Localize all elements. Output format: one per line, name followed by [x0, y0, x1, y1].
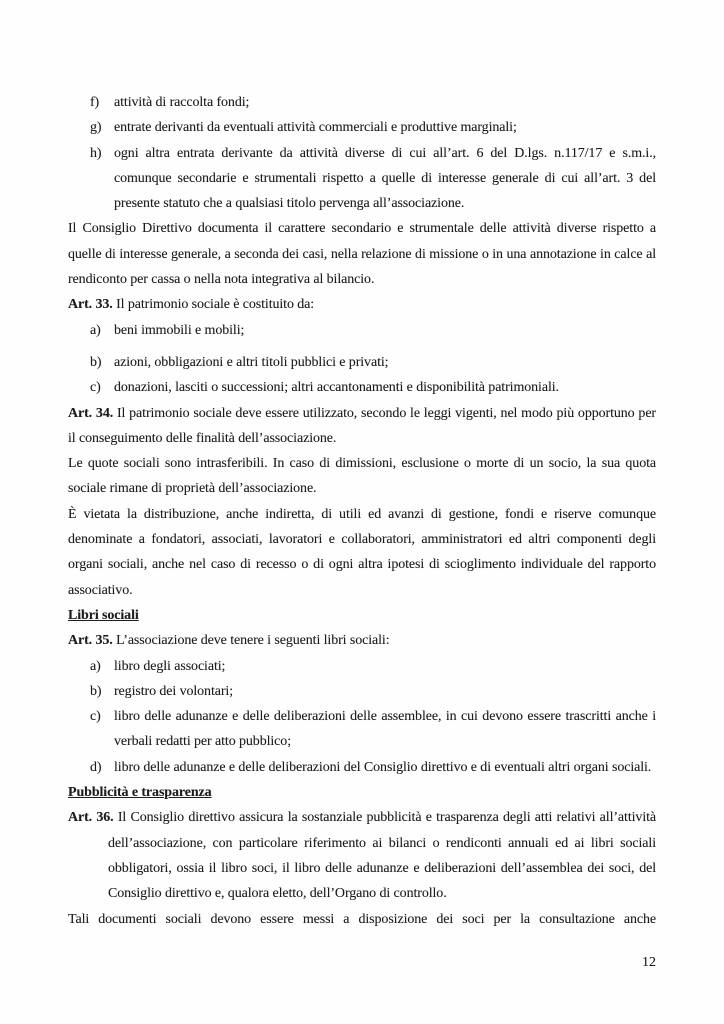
list-item-text: libro delle adunanze e delle deliberazioni del Consiglio direttivo e di eventuali altri organi sociali.: [114, 759, 652, 775]
list-marker: c): [90, 380, 101, 396]
paragraph-text: Il Consiglio direttivo assicura la sostanziale pubblicità e trasparenza degli atti relativi all’attività dell’associazione, con particolare riferimento ai bilanci o rendiconti annuali ed ai libri sociali obbligatori, ossia il libro soci, il libro delle adunanze e deliberazioni dell’assemblea dei soci, del Consiglio direttivo e, qualora eletto, dell’Organo di controllo.: [108, 810, 657, 902]
paragraph: È vietata la distribuzione, anche indiretta, di utili ed avanzi di gestione, fondi e riserve comunque denominate a fondatori, associati, lavoratori e collaboratori, amministratori ed altri componenti degli organi sociali, anche nel caso di recesso o di ogni altra ipotesi di scioglimento individuale del rapporto associativo.: [68, 506, 656, 598]
list-marker: a): [90, 658, 101, 674]
list-item-text: donazioni, lasciti o successioni; altri accantonamenti e disponibilità patrimoniali.: [114, 380, 559, 396]
list-item: [90, 654, 656, 679]
list-item: [90, 375, 656, 400]
list-item: [90, 90, 656, 115]
list-item-text: registro dei volontari;: [114, 683, 234, 699]
section-heading-text: Libri sociali: [68, 607, 139, 623]
list-item-text: azioni, obbligazioni e altri titoli pubblici e privati;: [114, 354, 389, 370]
list-item-text: libro degli associati;: [114, 658, 226, 674]
list-item-text: ogni altra entrata derivante da attività diverse di cui all’art. 6 del D.lgs. n.117/17 e s.m.i., comunque secondarie e strumentali rispetto a quelle di interesse generale di cui all’art. 3 del presente statuto che a qualsiasi titolo pervenga all’associazione.: [114, 145, 656, 212]
list-marker: f): [90, 95, 100, 110]
paragraph: Il Consiglio Direttivo documenta il carattere secondario e strumentale delle attività diverse rispetto a quelle di interesse generale, a seconda dei casi, nella relazione di missione o in una annotazione in calce al rendiconto per cassa o nella nota integrativa al bilancio.: [68, 221, 656, 288]
list-item: [90, 679, 656, 704]
paragraph: Tali documenti sociali devono essere messi a disposizione dei soci per la consultazione anche: [68, 911, 656, 927]
paragraph: [68, 628, 656, 653]
list-item: [90, 755, 656, 780]
list-item: [90, 115, 656, 140]
paragraph-text: L’associazione deve tenere i seguenti libri sociali:: [112, 633, 390, 649]
list-marker: c): [90, 709, 101, 725]
list-marker: a): [90, 322, 101, 338]
paragraph: [68, 805, 656, 906]
list-marker: g): [90, 120, 102, 136]
list-marker: d): [90, 759, 102, 775]
list-item: [90, 704, 656, 755]
paragraph-text: Il patrimonio sociale è costituito da:: [112, 297, 315, 313]
article-number: Art. 33.: [68, 297, 113, 313]
list-item-text: entrate derivanti da eventuali attività commerciali e produttive marginali;: [114, 120, 517, 136]
list-item: [90, 350, 656, 375]
article-number: Art. 35.: [68, 633, 113, 649]
list-item: [90, 141, 656, 217]
list-marker: b): [90, 354, 102, 370]
article-number: Art. 34.: [68, 405, 114, 421]
page-number: 12: [642, 955, 656, 970]
document-content: [68, 90, 656, 932]
list-item-text: libro delle adunanze e delle deliberazioni delle assemblee, in cui devono essere trascritti anche i verbali redatti per atto pubblico;: [114, 709, 656, 750]
section-heading-text: Pubblicità e trasparenza: [68, 785, 212, 801]
list-item: [90, 318, 656, 343]
paragraph-text: Il patrimonio sociale deve essere utilizzato, secondo le leggi vigenti, nel modo più opportuno per il conseguimento delle finalità dell’associazione.: [68, 405, 656, 446]
section-heading: [68, 603, 656, 628]
paragraph: [68, 401, 656, 452]
article-number: Art. 36.: [68, 810, 114, 826]
list-item-text: attività di raccolta fondi;: [114, 95, 250, 110]
paragraph: [68, 292, 656, 317]
list-marker: b): [90, 683, 102, 699]
paragraph: Le quote sociali sono intrasferibili. In caso di dimissioni, esclusione o morte di un socio, la sua quota sociale rimane di proprietà dell’associazione.: [68, 456, 656, 497]
section-heading: [68, 780, 656, 805]
list-marker: h): [90, 145, 102, 161]
list-item-text: beni immobili e mobili;: [114, 322, 245, 338]
